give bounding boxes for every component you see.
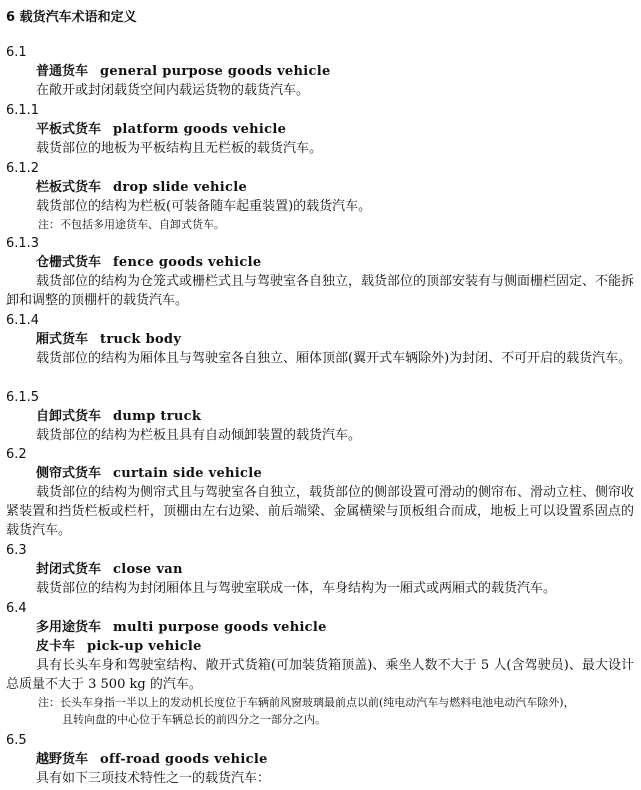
term-english: general purpose goods vehicle [100,64,331,79]
clause-number: 6.1.4 [6,313,40,328]
definition-text: 载货部位的地板为平板结构且无栏板的载货汽车。 [36,141,323,156]
term-heading [36,560,634,579]
term-english: pick-up vehicle [87,639,202,654]
term-heading [36,330,634,349]
term-english: drop slide vehicle [113,180,248,195]
entry-6-2 [6,445,634,540]
clause-number: 6.4 [6,601,27,616]
definition-text: 载货部位的结构为侧帘式且与驾驶室各自独立，载货部位的侧部设置可滑动的侧帘布、滑动立柱、侧帘收紧装置和挡货栏板或栏杆，顶棚由左右边梁、前后端梁、金属横梁与顶板组合而成，地板上可以设置系固点的载货汽车。 [6,485,635,538]
term-english: multi purpose goods vehicle [113,620,327,635]
entry-6-1-1 [6,101,634,158]
term-heading [36,120,634,139]
term-chinese: 厢式货车 [36,332,89,347]
term-chinese: 封闭式货车 [36,562,102,577]
term-chinese: 多用途货车 [36,620,102,635]
term-heading [36,464,634,483]
term-english: close van [113,562,183,577]
term-heading [36,618,634,637]
clause-number: 6.2 [6,447,27,462]
note-text [38,694,634,728]
section-title: 6 载货汽车术语和定义 [6,10,137,25]
term-chinese: 自卸式货车 [36,409,102,424]
term-chinese: 越野货车 [36,752,89,767]
term-chinese: 皮卡车 [36,639,76,654]
term-heading-synonym [36,637,634,656]
definition-text: 具有如下三项技术特性之一的载货汽车： [36,771,271,786]
definition-text: 载货部位的结构为仓笼式或栅栏式且与驾驶室各自独立，载货部位的顶部安装有与侧面栅栏固定、不能拆卸和调整的顶棚杆的载货汽车。 [6,274,635,308]
term-heading [36,178,634,197]
clause-number: 6.3 [6,543,27,558]
definition-text: 载货部位的结构为栏板(可装备随车起重装置)的载货汽车。 [36,199,372,214]
term-english: platform goods vehicle [113,122,287,137]
term-english: dump truck [113,409,202,424]
entry-6-3 [6,541,634,598]
clause-number: 6.1.2 [6,161,40,176]
clause-number: 6.1.1 [6,103,40,118]
definition-text: 载货部位的结构为厢体且与驾驶室各自独立、厢体顶部(翼开式车辆除外)为封闭、不可开启的载货汽车。 [36,351,632,366]
term-heading [36,750,634,769]
clause-number: 6.1.3 [6,236,40,251]
entry-6-1-5 [6,388,634,445]
term-chinese: 仓栅式货车 [36,255,102,270]
term-heading [36,407,634,426]
entry-6-1-3 [6,234,634,310]
term-english: truck body [100,332,182,347]
term-heading [36,62,634,81]
clause-number: 6.5 [6,733,27,748]
definition-text: 载货部位的结构为栏板且具有自动倾卸装置的载货汽车。 [36,428,362,443]
term-english: off-road goods vehicle [100,752,268,767]
clause-number: 6.1.5 [6,390,40,405]
term-chinese: 栏板式货车 [36,180,102,195]
note-text: 注：不包括多用途货车、自卸式货车。 [38,218,225,231]
term-chinese: 普通货车 [36,64,89,79]
entry-6-1-2 [6,159,634,233]
term-english: fence goods vehicle [113,255,262,270]
note-line: 注：长头车身指一半以上的发动机长度位于车辆前风窗玻璃最前点以前(纯电动汽车与燃料电池电动汽车除外)， [38,696,575,709]
term-english: curtain side vehicle [113,466,263,481]
note-continuation: 且转向盘的中心位于车辆总长的前四分之一部分之内。 [62,713,326,726]
entry-6-1-4 [6,311,634,368]
term-heading [36,253,634,272]
definition-text: 具有长头车身和驾驶室结构、敞开式货箱(可加装货箱顶盖)、乘坐人数不大于 5 人(含驾驶员)、最大设计总质量不大于 3 500 kg 的汽车。 [6,658,634,692]
entry-6-4 [6,599,634,728]
definition-text: 在敞开或封闭载货空间内载运货物的载货汽车。 [36,83,310,98]
clause-number: 6.1 [6,45,27,60]
definition-text: 载货部位的结构为封闭厢体且与驾驶室联成一体，车身结构为一厢式或两厢式的载货汽车。 [36,581,557,596]
term-chinese: 平板式货车 [36,122,102,137]
term-chinese: 侧帘式货车 [36,466,102,481]
entry-6-5 [6,731,634,788]
entry-6-1 [6,43,634,100]
